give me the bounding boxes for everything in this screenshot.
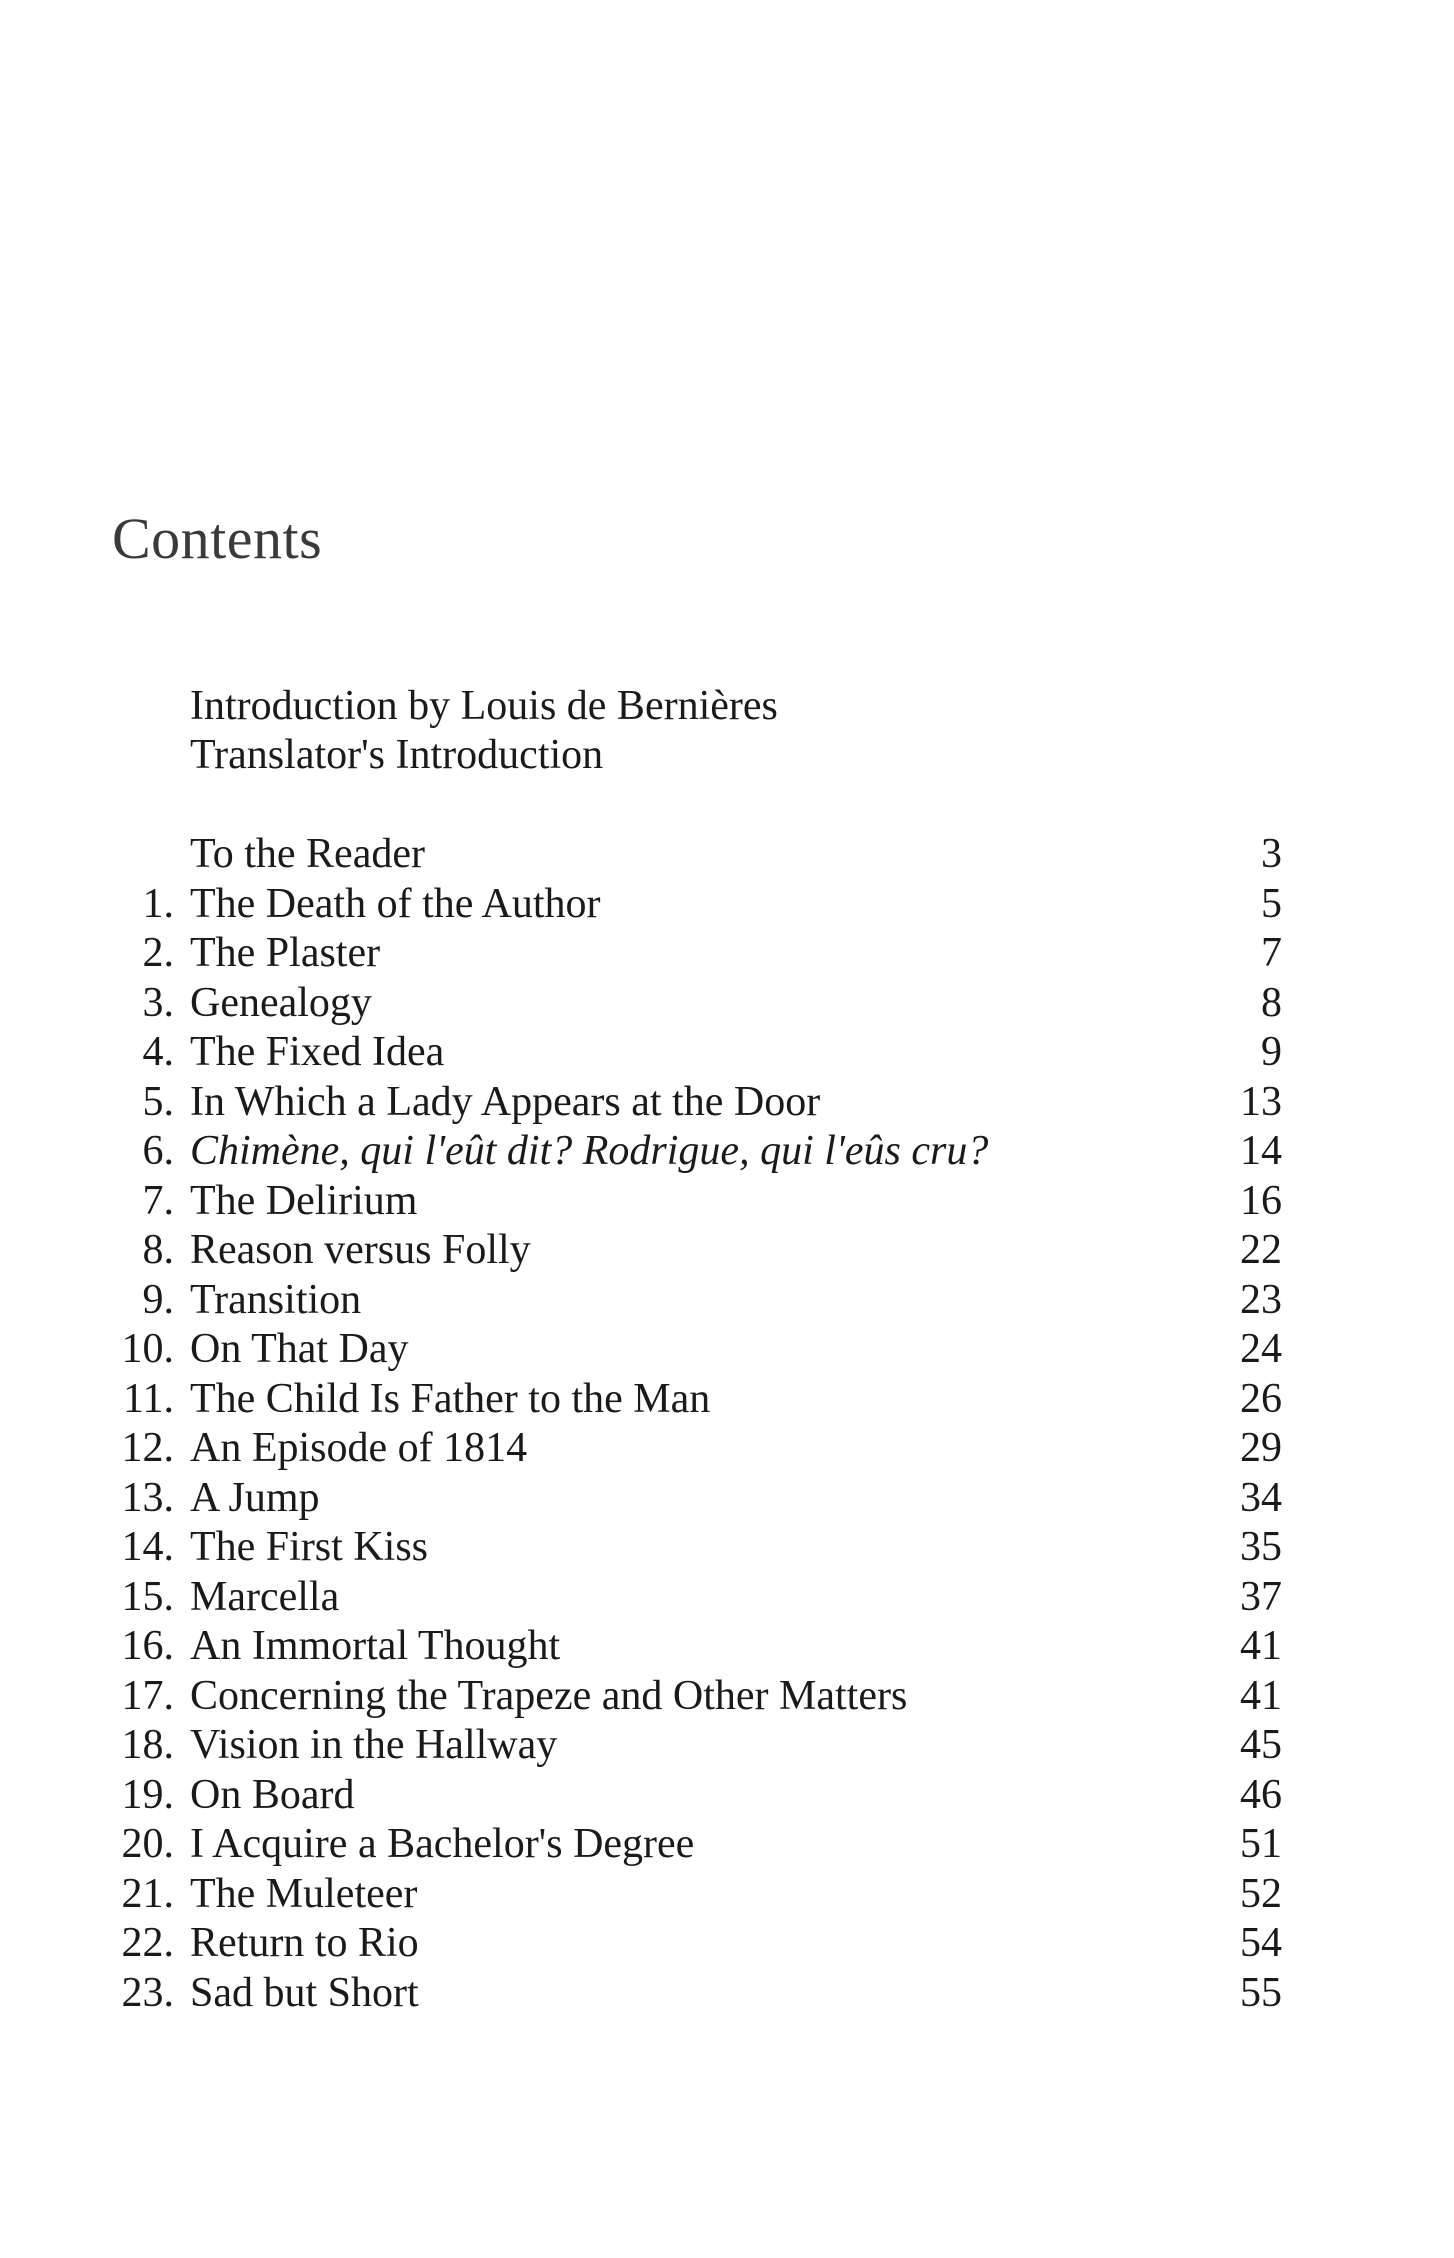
chapter-number: 3. — [142, 979, 174, 1026]
chapter-number: 11. — [123, 1375, 174, 1422]
page-number: 29 — [1240, 1425, 1282, 1471]
chapter-title: An Episode of 1814 — [190, 1425, 528, 1471]
toc-entry — [0, 1375, 1454, 1425]
chapter-title: To the Reader — [190, 831, 425, 877]
toc-entry — [0, 1127, 1454, 1177]
page-number: 35 — [1240, 1524, 1282, 1570]
chapter-title: The Plaster — [190, 930, 381, 976]
toc-entry — [0, 979, 1454, 1029]
chapter-title: Sad but Short — [190, 1969, 419, 2016]
front-matter-item: Translator's Introduction — [190, 732, 604, 778]
chapter-title: The Delirium — [190, 1177, 418, 1224]
toc-entry — [0, 1424, 1454, 1474]
chapter-title: On Board — [190, 1771, 355, 1818]
page-number: 14 — [1240, 1128, 1282, 1174]
chapter-title: Return to Rio — [190, 1920, 419, 1966]
table-of-contents — [0, 830, 1454, 2018]
chapter-number: 18. — [121, 1722, 174, 1768]
chapter-title: The Death of the Author — [190, 880, 601, 927]
chapter-number: 2. — [142, 930, 174, 976]
toc-entry — [0, 1226, 1454, 1276]
page-number: 55 — [1240, 1969, 1282, 2016]
chapter-title: Reason versus Folly — [190, 1227, 531, 1273]
page-title: Contents — [112, 506, 323, 571]
chapter-number: 4. — [142, 1029, 174, 1075]
chapter-number: 16. — [121, 1623, 174, 1669]
page-number: 37 — [1240, 1573, 1282, 1620]
toc-entry — [0, 1028, 1454, 1078]
chapter-title: On That Day — [190, 1326, 409, 1372]
toc-entry — [0, 1820, 1454, 1870]
toc-entry — [0, 880, 1454, 930]
chapter-title: The Fixed Idea — [190, 1029, 445, 1075]
chapter-number: 15. — [121, 1573, 174, 1620]
chapter-number: 5. — [142, 1078, 174, 1125]
toc-entry — [0, 1919, 1454, 1969]
page-number: 3 — [1261, 831, 1282, 877]
toc-entry — [0, 1672, 1454, 1722]
chapter-title: The First Kiss — [190, 1524, 429, 1570]
page-number: 22 — [1240, 1227, 1282, 1273]
chapter-title: Concerning the Trapeze and Other Matters — [190, 1672, 908, 1719]
page-number: 13 — [1240, 1078, 1282, 1125]
toc-entry — [0, 1078, 1454, 1128]
chapter-number: 12. — [121, 1425, 174, 1471]
chapter-number: 20. — [121, 1821, 174, 1867]
page-number: 26 — [1240, 1375, 1282, 1422]
chapter-title: Transition — [190, 1276, 362, 1323]
page-number: 41 — [1240, 1623, 1282, 1669]
chapter-number: 14. — [121, 1524, 174, 1570]
front-matter-item: Introduction by Louis de Bernières — [190, 683, 778, 729]
chapter-title: The Child Is Father to the Man — [190, 1375, 711, 1422]
chapter-number: 23. — [121, 1969, 174, 2016]
page-number: 34 — [1240, 1474, 1282, 1521]
page-number: 5 — [1261, 880, 1282, 927]
chapter-number: 22. — [121, 1920, 174, 1966]
toc-entry — [0, 1969, 1454, 2019]
toc-entry — [0, 1523, 1454, 1573]
toc-entry — [0, 929, 1454, 979]
toc-entry — [0, 1870, 1454, 1920]
page-number: 24 — [1240, 1326, 1282, 1372]
chapter-title: I Acquire a Bachelor's Degree — [190, 1821, 695, 1867]
chapter-title: Vision in the Hallway — [190, 1722, 558, 1768]
page-number: 52 — [1240, 1870, 1282, 1917]
page-number: 9 — [1261, 1029, 1282, 1075]
chapter-number: 6. — [142, 1128, 174, 1174]
chapter-title: A Jump — [190, 1474, 320, 1521]
chapter-number: 7. — [142, 1177, 174, 1224]
page-number: 54 — [1240, 1920, 1282, 1966]
chapter-number: 1. — [142, 880, 174, 927]
chapter-number: 21. — [121, 1870, 174, 1917]
chapter-number: 17. — [121, 1672, 174, 1719]
page-number: 51 — [1240, 1821, 1282, 1867]
page-number: 16 — [1240, 1177, 1282, 1224]
toc-entry — [0, 1573, 1454, 1623]
chapter-title: Genealogy — [190, 979, 372, 1026]
chapter-number: 8. — [142, 1227, 174, 1273]
toc-entry — [0, 830, 1454, 880]
toc-entry — [0, 1325, 1454, 1375]
page-number: 8 — [1261, 979, 1282, 1026]
chapter-title: The Muleteer — [190, 1870, 418, 1917]
chapter-title: An Immortal Thought — [190, 1623, 561, 1669]
toc-entry — [0, 1721, 1454, 1771]
chapter-number: 13. — [121, 1474, 174, 1521]
chapter-title: Marcella — [190, 1573, 340, 1620]
toc-entry — [0, 1622, 1454, 1672]
page-number: 46 — [1240, 1771, 1282, 1818]
toc-entry — [0, 1177, 1454, 1227]
toc-entry — [0, 1771, 1454, 1821]
page-number: 41 — [1240, 1672, 1282, 1719]
chapter-number: 19. — [121, 1771, 174, 1818]
front-matter-list — [190, 682, 778, 780]
chapter-number: 10. — [121, 1326, 174, 1372]
toc-entry — [0, 1474, 1454, 1524]
chapter-title: In Which a Lady Appears at the Door — [190, 1078, 821, 1125]
page-number: 7 — [1261, 930, 1282, 976]
toc-entry — [0, 1276, 1454, 1326]
chapter-title: Chimène, qui l'eût dit? Rodrigue, qui l'eûs cru? — [190, 1128, 989, 1174]
page-number: 45 — [1240, 1722, 1282, 1768]
chapter-number: 9. — [142, 1276, 174, 1323]
page-number: 23 — [1240, 1276, 1282, 1323]
